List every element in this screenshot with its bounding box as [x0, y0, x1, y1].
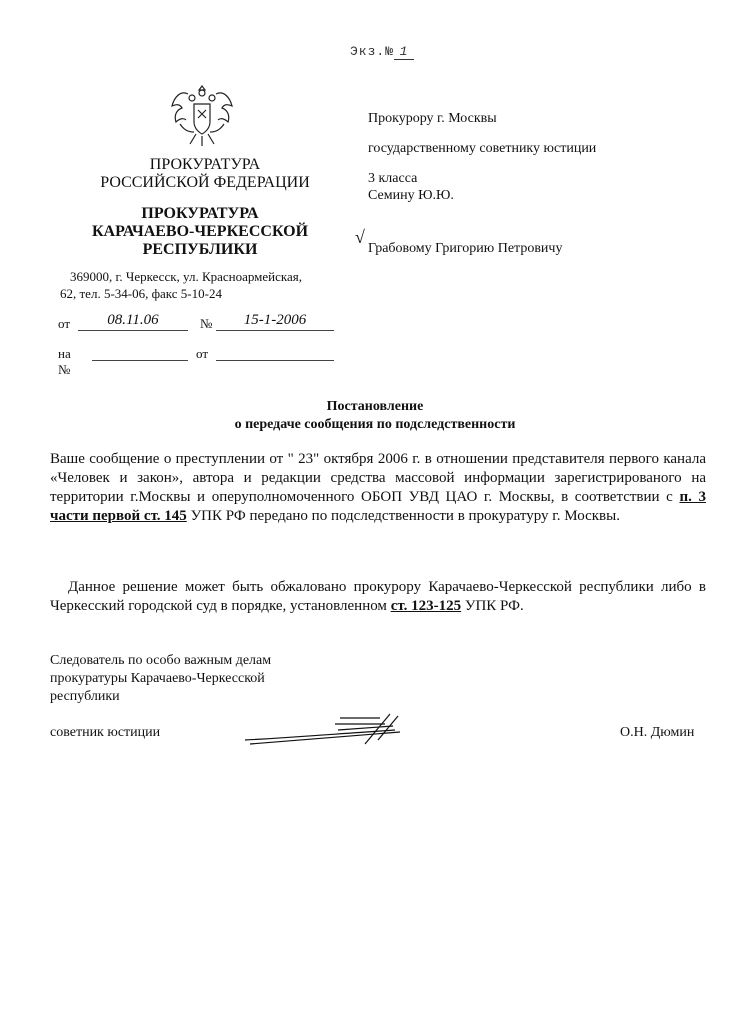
- p2-text-a: Данное решение может быть обжаловано прокурору Карачаево-Черкесской республики либо в Черкесский городской суд в порядке, установленном: [50, 579, 706, 614]
- p1-text-b: УПК РФ передано по подследственности в прокуратуру г. Москвы.: [186, 508, 620, 524]
- org-line1: ПРОКУРАТУРА: [149, 156, 261, 173]
- copy-label: Экз.№: [350, 44, 395, 59]
- signatory-line2: прокуратуры Карачаево-Черкесской: [50, 671, 265, 686]
- p1-legal-ref: п. 3 части первой ст. 145: [50, 489, 706, 524]
- signatory-name: О.Н. Дюмин: [620, 725, 695, 740]
- from-date: 08.11.06: [78, 312, 188, 331]
- org-line4: КАРАЧАЕВО-ЧЕРКЕССКОЙ: [91, 223, 309, 240]
- coat-of-arms-icon: [168, 80, 236, 152]
- org-header: [90, 156, 320, 192]
- copy-number-value: 1: [394, 44, 414, 60]
- body-paragraph-1: [50, 450, 706, 526]
- address-line2: 62, тел. 5-34-06, факс 5-10-24: [60, 286, 222, 301]
- p1-text-a: Ваше сообщение о преступлении от " 23" октября 2006 г. в отношении представителя первого канала «Человек и закон», автора и редакции средства массовой информации зарегистрированого на территории г.Москвы и оперуполномоченного ОБОП УВД ЦАО г. Москвы, в соответствии с: [50, 451, 706, 505]
- body-paragraph-2: [50, 578, 706, 616]
- signatory-line1: Следователь по особо важным делам: [50, 653, 272, 668]
- document-title: Постановление: [326, 399, 424, 414]
- signatory-title: [50, 652, 271, 706]
- ref-label: на №: [58, 346, 71, 377]
- org-line5: РЕСПУБЛИКИ: [142, 241, 258, 258]
- reg-number: 15-1-2006: [216, 312, 334, 331]
- p2-text-b: УПК РФ.: [461, 598, 524, 614]
- recipient-line4: Семину Ю.Ю.: [368, 188, 454, 203]
- check-mark: √: [355, 227, 365, 247]
- recipient-line1: Прокурору г. Москвы: [368, 111, 497, 126]
- recipient-line2: государственному советнику юстиции: [368, 141, 597, 156]
- no-label: №: [200, 316, 213, 331]
- copy-number: [350, 44, 414, 60]
- ref-date-blank: [216, 342, 334, 361]
- org-line2: РОССИЙСКОЙ ФЕДЕРАЦИИ: [100, 174, 310, 191]
- org-regional: [80, 205, 320, 259]
- recipient-line5: Грабовому Григорию Петровичу: [368, 241, 563, 256]
- p2-legal-ref: ст. 123-125: [390, 598, 462, 614]
- signatory-line4: советник юстиции: [50, 725, 161, 740]
- org-line3: ПРОКУРАТУРА: [141, 205, 259, 222]
- signatory-line3: республики: [50, 689, 120, 704]
- ref-from-label: от: [196, 346, 209, 361]
- signature-icon: [240, 710, 420, 750]
- org-address: [60, 268, 350, 302]
- recipient-line3: 3 класса: [368, 171, 418, 186]
- from-label: от: [58, 316, 71, 331]
- document-subtitle: о передаче сообщения по подследственности: [234, 417, 516, 432]
- address-line1: 369000, г. Черкесск, ул. Красноармейская,: [70, 269, 303, 284]
- ref-number-blank: [92, 342, 188, 361]
